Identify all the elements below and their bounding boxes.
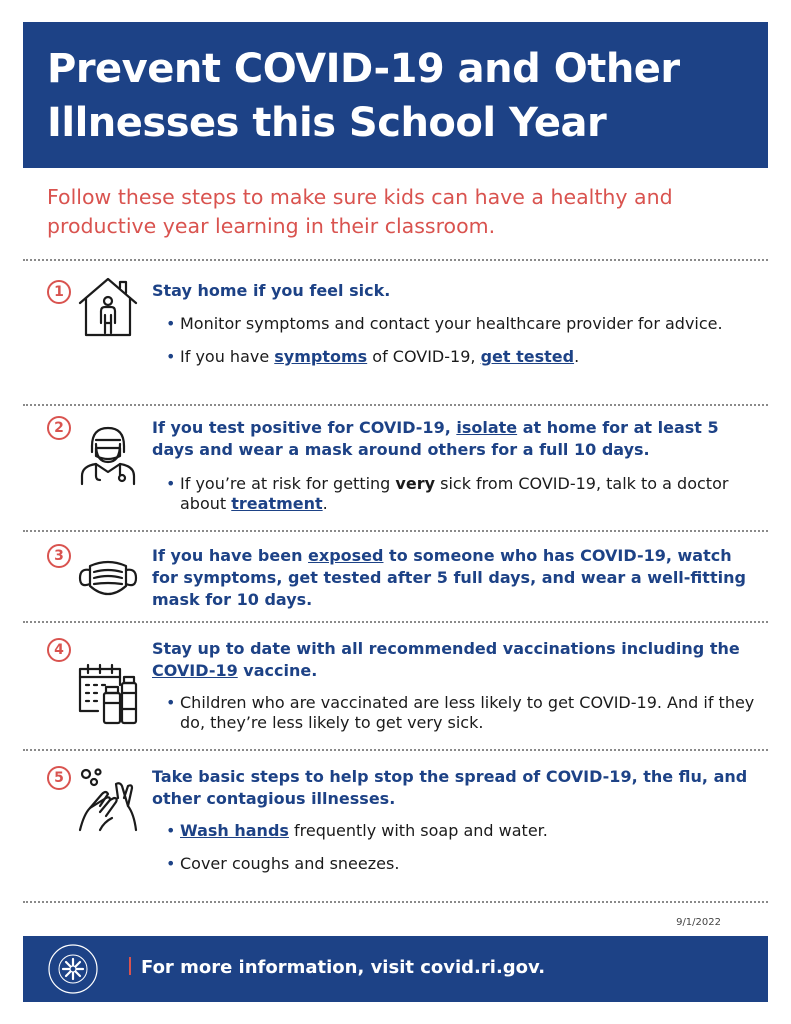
date-stamp: 9/1/2022 [676, 917, 721, 928]
healthcare-worker-icon [76, 422, 140, 486]
divider [23, 749, 768, 751]
face-mask-icon [76, 548, 140, 612]
symptoms-link[interactable]: symptoms [274, 347, 368, 366]
step-3-title [152, 545, 762, 611]
header-banner [23, 22, 768, 168]
intro-text: Follow these steps to make sure kids can have a healthy and productive year learning in their classroom. [47, 185, 673, 238]
title-text: If you have been [152, 546, 309, 565]
bullet-text: . [574, 347, 580, 366]
covid-19-vaccine-link[interactable]: COVID-19 [152, 661, 238, 680]
treatment-link[interactable]: treatment [231, 494, 323, 513]
step-number-5: 5 [47, 766, 71, 790]
bullet-emphasis: very [395, 474, 436, 493]
bullet-text: sick from COVID-19, talk to a doctor about [180, 474, 729, 513]
list-item: • Children who are vaccinated are less likely to get COVID-19. And if they do, they’re less likely to get very sick. [166, 693, 756, 733]
step-number-2: 2 [47, 416, 71, 440]
title-text: If you test positive for COVID-19, [152, 418, 457, 437]
get-tested-link[interactable]: get tested [480, 347, 575, 366]
house-person-icon [76, 273, 140, 337]
list-item [166, 821, 756, 841]
bullet-text: If you’re at risk for getting [180, 474, 396, 493]
list-item [166, 474, 756, 514]
list-item: • Cover coughs and sneezes. [166, 854, 756, 874]
step-5-bullets [166, 821, 756, 887]
isolate-link[interactable]: isolate [456, 418, 518, 437]
bullet-text: . [322, 494, 328, 513]
divider [23, 901, 768, 903]
page-title: Prevent COVID-19 and Other Illnesses this School Year [47, 46, 680, 146]
bullet-text: frequently with soap and water. [288, 821, 548, 840]
step-2-bullets [166, 474, 756, 527]
title-text: at home for at least 5 days and wear a mask around others for a full 10 days. [152, 418, 719, 459]
handwashing-icon [76, 768, 140, 832]
divider [23, 621, 768, 623]
divider [23, 530, 768, 532]
accent-bar [129, 957, 131, 975]
footer-banner [23, 936, 768, 1002]
step-5-title: Take basic steps to help stop the spread of COVID-19, the flu, and other contagious illnesses. [152, 767, 748, 808]
step-number-1: 1 [47, 280, 71, 304]
step-number-4: 4 [47, 638, 71, 662]
wash-hands-link[interactable]: Wash hands [180, 821, 289, 840]
title-text: vaccine. [237, 661, 318, 680]
exposed-link[interactable]: exposed [308, 546, 384, 565]
step-4-bullets [166, 693, 756, 746]
step-1-title: Stay home if you feel sick. [152, 281, 391, 300]
footer-info-text [129, 956, 545, 980]
bullet-text: If you have [180, 347, 275, 366]
calendar-vaccine-icon [76, 663, 140, 727]
step-1-bullets [166, 314, 756, 380]
title-text: to someone who has COVID-19, watch for symptoms, get tested after 5 full days, and wear a well-fitting mask for 10 days. [152, 546, 746, 609]
bullet-text: of COVID-19, [367, 347, 481, 366]
divider [23, 404, 768, 406]
footer-message: For more information, visit covid.ri.gov. [141, 957, 546, 978]
divider [23, 259, 768, 261]
list-item [166, 347, 756, 367]
title-text: Stay up to date with all recommended vaccinations including the [152, 639, 740, 658]
list-item: • Monitor symptoms and contact your healthcare provider for advice. [166, 314, 756, 334]
step-number-3: 3 [47, 544, 71, 568]
ri-department-of-health-seal [47, 943, 99, 995]
step-2-title [152, 417, 762, 461]
step-4-title [152, 638, 762, 682]
